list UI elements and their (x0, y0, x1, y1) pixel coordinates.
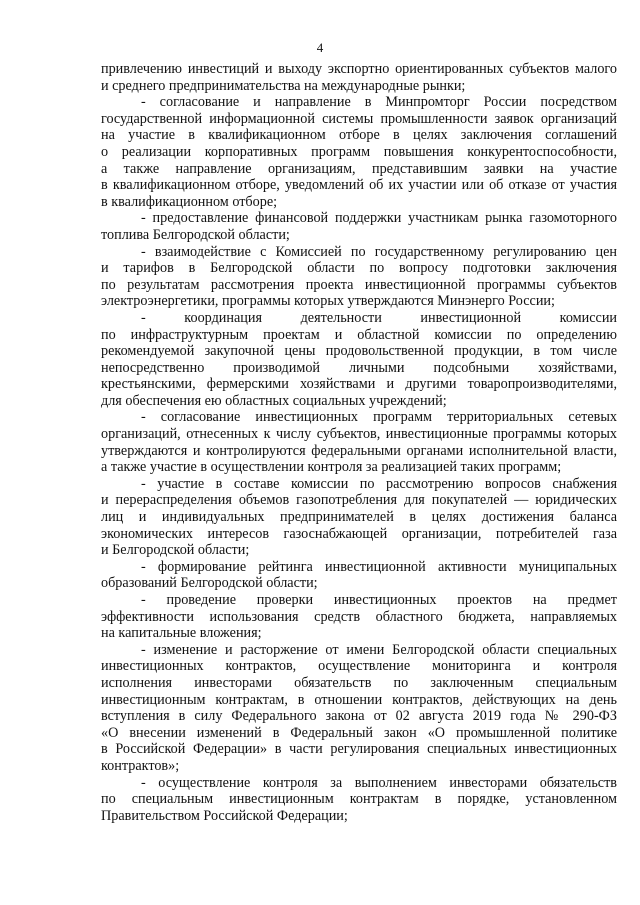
text-line: привлечению инвестиций и выходу экспортно ориентированных субъектов малого (101, 61, 617, 77)
text-line: инвестиционных контрактов, осуществление мониторинга и контроля (101, 658, 617, 675)
text-line: по инфраструктурным проектам и областной комиссии по определению (101, 326, 617, 343)
text-line: крестьянскими, фермерскими хозяйствами и другими товаропроизводителями, (101, 376, 617, 393)
text-line: непосредственно производимой личными подсобными хозяйствами, (101, 359, 617, 376)
text-line: эффективности использования средств областного бюджета, направляемых (101, 608, 617, 625)
text-line: и тарифов в Белгородской области по вопросу подготовки заключения (101, 260, 617, 277)
text-line: рекомендуемой закупочной цены продовольственной продукции, в том числе (101, 343, 617, 360)
text-line: экономических интересов газоснабжающей организации, потребителей газа (101, 525, 617, 542)
text-line: по результатам рассмотрения проекта инвестиционной программы субъектов (101, 276, 617, 293)
text-line: лиц и индивидуальных предпринимателей в целях достижения баланса (101, 509, 617, 526)
text-line: контрактов»; (101, 757, 180, 774)
text-line: для обеспечения ею областных социальных учреждений; (101, 392, 447, 409)
text-line: - согласование инвестиционных программ территориальных сетевых (141, 409, 617, 426)
text-line: на капитальные вложения; (101, 625, 262, 642)
text-line: - взаимодействие с Комиссией по государственному регулированию цен (141, 243, 617, 260)
text-line: «О внесении изменений в Федеральный закон «О промышленной политике (101, 724, 617, 741)
text-line: - координация деятельности инвестиционной комиссии (141, 309, 617, 326)
text-line: - участие в составе комиссии по рассмотрению вопросов снабжения (141, 475, 617, 492)
text-line: образований Белгородской области; (101, 575, 318, 592)
text-line: в квалификационном отборе, уведомлений об их участии или об отказе от участия (101, 177, 617, 194)
text-line: - предоставление финансовой поддержки участникам рынка газомоторного (141, 210, 617, 227)
text-line: государственной информационной системы промышленности заявок организаций (101, 110, 617, 127)
text-line: и среднего предпринимательства на международные рынки; (101, 77, 466, 94)
text-line: - проведение проверки инвестиционных проектов на предмет (141, 592, 617, 608)
text-line: и перераспределения объемов газопотребления для покупателей — юридических (101, 492, 617, 509)
page-number: 4 (316, 40, 324, 55)
text-line: утверждаются и контролируются федеральными органами исполнительной власти, (101, 442, 617, 459)
text-line: - осуществление контроля за выполнением инвесторами обязательств (141, 774, 617, 791)
text-line: - изменение и расторжение от имени Белгородской области специальных (141, 641, 617, 658)
text-line: Правительством Российской Федерации; (101, 807, 348, 824)
text-line: по специальным инвестиционным контрактам в порядке, установленном (101, 791, 617, 808)
text-line: инвестиционным контрактам, в отношении контрактов, действующих на день (101, 691, 617, 708)
text-line: на участие в квалификационном отборе в целях заключения соглашений (101, 127, 617, 144)
text-line: о реализации корпоративных программ повышения конкурентоспособности, (101, 143, 617, 160)
text-line: и Белгородской области; (101, 542, 250, 559)
text-line: а также направление организациям, представившим заявки на участие (101, 160, 617, 177)
document-body (101, 61, 617, 824)
text-line: организаций, отнесенных к числу субъектов, инвестиционные программы которых (101, 426, 617, 443)
text-line: - формирование рейтинга инвестиционной активности муниципальных (141, 558, 617, 575)
text-line: электроэнергетики, программы которых утверждаются Минэнерго России; (101, 293, 555, 310)
text-line: топлива Белгородской области; (101, 226, 290, 243)
text-line: а также участие в осуществлении контроля за реализацией таких программ; (101, 459, 562, 476)
text-line: вступления в силу Федерального закона от 02 августа 2019 года № 290-ФЗ (101, 708, 617, 725)
text-line: в Российской Федерации» в части регулирования специальных инвестиционных (101, 741, 617, 758)
text-line: исполнения инвесторами обязательств по заключенным специальным (101, 674, 617, 691)
text-line: в квалификационном отборе; (101, 193, 278, 210)
text-line: - согласование и направление в Минпромторг России посредством (141, 94, 617, 111)
